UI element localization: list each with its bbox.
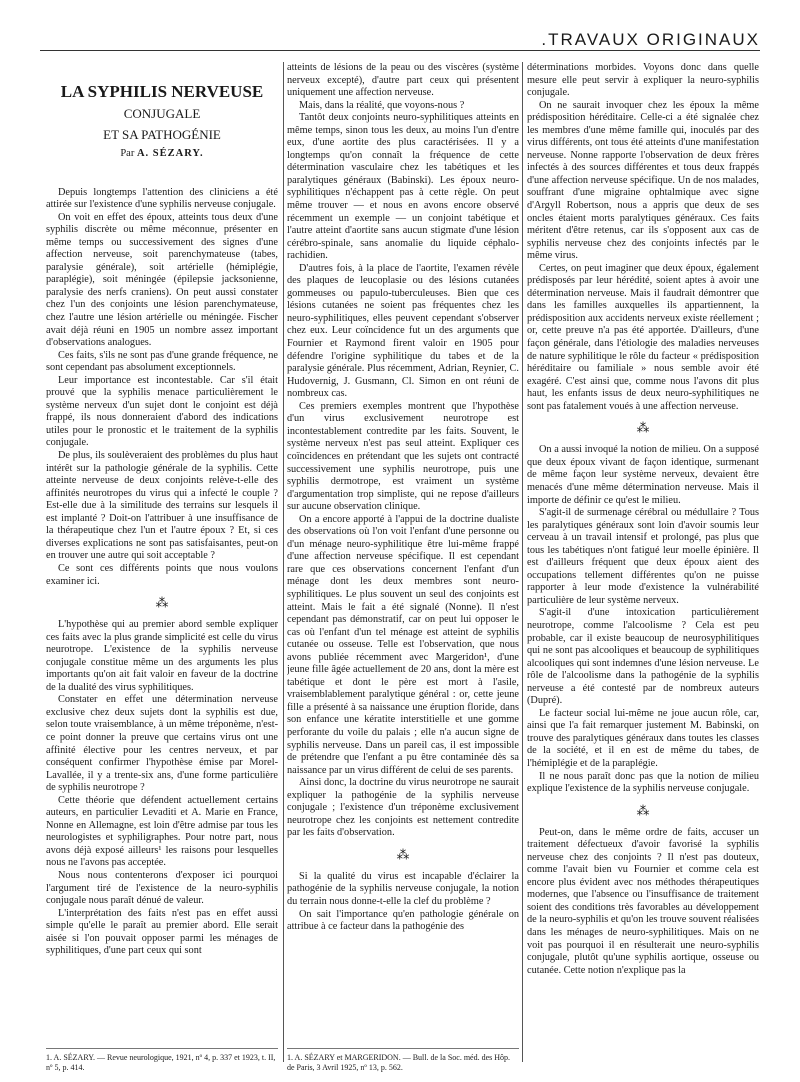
article-subtitle-2: ET SA PATHOGÉNIE	[103, 127, 221, 142]
article-author	[46, 148, 278, 161]
paragraph: Ces premiers exemples montrent que l'hypothèse d'un virus exclusivement neurotrope est incontestablement contredite par les faits. Souvent, le système nerveux n'est pas seul atteint. Expliquer ces coïncidences en prétendant que les sujets ont contracté successivement une syphilis neurotrope, puis une syphilis dermotrope, est vraiment un système d'argumentation trop simpliste, qui ne repose d'ailleurs sur aucune observation clinique.	[287, 400, 519, 513]
paragraph: déterminations morbides. Voyons donc dans quelle mesure elle peut servir à expliquer la neuro-syphilis conjugale.	[527, 62, 759, 99]
section-separator: ⁂	[636, 420, 650, 436]
paragraph: Certes, on peut imaginer que deux époux, également prédisposés par leur hérédité, soient aptes à avoir une détermination nerveuse. Mais il faudrait démontrer que dans les familles auxquelles ils appartiennent, la prédisposition aux accidents nerveux existe réellement ; or, cette preuve n'a pas été apportée. D'ailleurs, d'une façon générale, dans l'étiologie des maladies nerveuses de nature syphilitique le rôle du facteur « prédisposition héréditaire ou familiale » nous semble avoir été exagéré. C'est ainsi que, comme nous l'avons dit plus haut, les enfants issus de deux neuro-syphilitiques ne sont pas fatalement voués à une affection nerveuse.	[527, 262, 759, 412]
paragraph: S'agit-il d'une intoxication particulièrement neurotrope, comme l'alcoolisme ? Cela est peu probable, car il existe beaucoup de neurosyphilitiques qui ne sont pas alcooliques et beaucoup de syphilitiques alcooliques qui sont indemnes d'une lésion nerveuse. Le rôle de l'alcoolisme dans la pathogénie de la syphilis nerveuse a été contesté par de nombreux auteurs (Dupré).	[527, 607, 759, 707]
article-subtitle: CONJUGALE	[123, 106, 201, 121]
paragraph: Cette théorie que défendent actuellement certains auteurs, en particulier Levaditi et A. Marie en France, Nonne en Allemagne, est loin d'être admise par tous les neurologistes et syphiligraphes. Pour notre part, nous avons déjà exposé ailleurs¹ les raisons pour lesquelles nous ne l'avons pas acceptée.	[46, 794, 278, 869]
paragraph: On sait l'importance qu'en pathologie générale on attribue à ce facteur dans la pathogénie des	[287, 908, 519, 933]
column-divider	[283, 62, 284, 1062]
paragraph: Nous nous contenterons d'exposer ici pourquoi l'argument tiré de l'existence de la neuro-syphilis conjugale nous paraît dénué de valeur.	[46, 869, 278, 907]
paragraph: Il ne nous paraît donc pas que la notion de milieu explique l'existence de la syphilis nerveuse conjugale.	[527, 770, 759, 795]
paragraph: Leur importance est incontestable. Car s'il était prouvé que la syphilis menace particulièrement le système nerveux d'un sujet dont le conjoint est déjà frappé, ils nous donneraient d'abord des indications utiles pour le pronostic et le traitement de la syphilis conjugale.	[46, 374, 278, 449]
paragraph: On voit en effet des époux, atteints tous deux d'une syphilis discrète ou même méconnue, présenter en même temps ou successivement des signes d'une affection nerveuse, soit parenchymateuse (tabes, paralysie générale), soit artérielle (hémiplégie, paraplégie), soit méningée (épilepsie jacksonienne, paralysie des nerfs craniens). On peut aussi constater chez l'un des conjoints une lésion parenchymateuse, chez l'autre une lésion artérielle ou méningée. Fischer avait déjà réuni en 1905 un nombre assez important d'observations analogues.	[46, 211, 278, 349]
paragraph: L'hypothèse qui au premier abord semble expliquer ces faits avec la plus grande simplicité est celle du virus neurotrope. L'existence de la syphilis nerveuse conjugale constitue même un des arguments les plus importants qu'on ait fait valoir en faveur de la doctrine de la dualité des virus syphilitiques.	[46, 619, 278, 693]
paragraph: On a encore apporté à l'appui de la doctrine dualiste des observations où l'on voit l'enfant d'une personne ou d'un ménage neuro-syphilitique être lui-même frappé d'une affection nerveuse spécifique. Il est cependant rare que ces observations concernent l'enfant d'un ménage dont les deux membres sont neuro-syphilitiques. Le plus souvent un seul des conjoints est atteint. Mais le fait a été signalé (Nonne). Il n'est cependant pas démonstratif, car on peut lui opposer le cas où l'enfant d'un tel ménage est atteint de syphilis cutanée ou osseuse. Telle est l'observation, que nous avons publiée récemment avec Margeridon¹, d'une jeune fille âgée actuellement de 20 ans, dont la mère est tabétique et dont le père est mort à l'asile, vraisemblablement paralytique général : or, cette jeune fille a présenté à sa naissance une éruption floride, dans son enfance une kératite interstitielle et une gomme perforante du voile du palais ; elle n'a aucun signe de syphilis nerveuse. Dans un pareil cas, il est impossible de prétendre que l'enfant a pu être contaminée dès sa naissance par un virus différent de celui de ses parents.	[287, 513, 519, 776]
author-name: A. SÉZARY.	[136, 148, 204, 159]
paragraph: L'interprétation des faits n'est pas en effet aussi simple qu'elle le paraît au premier abord. Elle serait aisée si l'on pouvait opposer parmi les ménages de syphilitiques, d'une part ceux qui sont	[46, 907, 278, 957]
column-3	[527, 62, 759, 1017]
column-divider	[522, 62, 523, 1062]
paragraph: Ces faits, s'ils ne sont pas d'une grande fréquence, ne sont cependant pas absolument exceptionnels.	[46, 349, 278, 374]
paragraph: S'agit-il de surmenage cérébral ou médullaire ? Tous les paralytiques généraux sont loin d'avoir soumis leur cerveau à un travail intensif et prolongé, pas plus que tous les tabétiques n'ont fatigué leur moelle épinière. Il est d'ailleurs fréquent que deux époux aient des occupations tellement différentes qu'on ne puisse rapporter à leur mode d'existence la vulnérabilité particulière de leur système nerveux.	[527, 507, 759, 606]
column-1	[46, 62, 278, 1017]
column-2	[287, 62, 519, 1017]
paragraph: Depuis longtemps l'attention des cliniciens a été attirée sur l'existence d'une syphilis nerveuse conjugale.	[46, 186, 278, 211]
section-title: .TRAVAUX ORIGINAUX	[535, 30, 760, 50]
footnote: 1. A. SÉZARY et MARGERIDON. — Bull. de la Soc. méd. des Hôp. de Paris, 3 Avril 1925, nº 13, p. 562.	[287, 1048, 519, 1073]
author-prefix: Par	[120, 148, 135, 159]
paragraph: De plus, ils soulèveraient des problèmes du plus haut intérêt sur la pathologie générale de la syphilis. Cette atteinte nerveuse de deux conjoints relève-t-elle des affinités neurotropes du virus qui a infecté le couple ? Est-elle due à la similitude des terrains sur lesquels il est implanté ? Doit-on l'attribuer à une insuffisance de la thérapeutique chez l'un et l'autre époux ? Et, si ces diverses explications ne sont pas satisfaisantes, peut-on en trouver une autre qui soit acceptable ?	[46, 450, 278, 562]
paragraph: Le facteur social lui-même ne joue aucun rôle, car, ainsi que l'a fait remarquer justement M. Babinski, on trouve des paralytiques généraux dans toutes les classes de la société, et il en est de même du tabes, de l'hémiplégie et de la paraplégie.	[527, 707, 759, 769]
paragraph: Ce sont ces différents points que nous voulons examiner ici.	[46, 562, 278, 587]
section-separator: ⁂	[155, 595, 169, 611]
section-separator: ⁂	[636, 802, 650, 818]
paragraph: Tantôt deux conjoints neuro-syphilitiques atteints en même temps, sinon tous les deux, au moins l'un d'entre eux, d'une aortite des plus caractérisées. Il y a longtemps qu'on connaît la fréquence de cette détermination vasculaire chez les tabétiques et les paralytiques généraux (Babinski). Les époux neuro-syphilitiques n'échappent pas à cette règle. On peut même trouver — et nous en avons encore observé récemment un exemple — un conjoint tabétique et l'autre atteint d'aortite sans aucun stigmate d'une lésion cérébro-spinale, sans anomalie du liquide céphalo-rachidien.	[287, 112, 519, 262]
paragraph: atteints de lésions de la peau ou des viscères (système nerveux excepté), d'autre part ceux qui présentent uniquement une affection nerveuse.	[287, 62, 519, 99]
footnote: 1. A. SÉZARY. — Revue neurologique, 1921, nº 4, p. 337 et 1923, t. II, nº 5, p. 414.	[46, 1048, 278, 1073]
paragraph: On a aussi invoqué la notion de milieu. On a supposé que deux époux vivant de façon identique, surmenant de même façon leur système nerveux, devaient être menacés d'une même détermination nerveuse. Mais il importe de définir ce qu'est le milieu.	[527, 444, 759, 506]
paragraph: On ne saurait invoquer chez les époux la même prédisposition héréditaire. Celle-ci a été signalée chez les membres d'une même famille qui, inoculés par des virus différents, ont tous été atteints d'une manifestation nerveuse. Nonne rapporte l'observation de deux frères infectés à des sources différentes et tous deux frappés d'une affection nerveuse spécifique. Un de nos malades, souffrant d'une migraine ophtalmique avec signe d'Argyll Robertson, nous a appris que deux de ses oncles étaient morts paralytiques généraux. Ces faits méritent d'être retenus, car ils s'opposent aux cas de syphilis nerveuse chez des conjoints infectés par le même virus.	[527, 99, 759, 262]
paragraph: Peut-on, dans le même ordre de faits, accuser un traitement défectueux d'avoir favorisé la syphilis nerveuse chez des conjoints ? Il n'est pas douteux, comme l'avait bien vu Fournier et comme cela est encore plus évident avec nos méthodes thérapeutiques modernes, que l'absence ou l'insuffisance de traitement soient des conditions très favorables au développement de la neuro-syphilis et qu'on les trouve souvent réalisées dans les ménages de neuro-syphilitiques. Mais on ne voit pas pourquoi il en résulterait une neuro-syphilis conjugale, plutôt qu'une syphilis aortique, osseuse ou cutanée. Cette notion n'explique pas la	[527, 826, 759, 976]
paragraph: Ainsi donc, la doctrine du virus neurotrope ne saurait expliquer la pathogénie de la syphilis nerveuse conjugale ; l'existence d'un tréponème exclusivement neurotrope chez les conjoints est nettement contredite par les faits d'observation.	[287, 777, 519, 839]
paragraph: Si la qualité du virus est incapable d'éclairer la pathogénie de la syphilis nerveuse conjugale, la notion du terrain nous donne-t-elle la clef du problème ?	[287, 870, 519, 907]
section-separator: ⁂	[396, 846, 410, 862]
paragraph: D'autres fois, à la place de l'aortite, l'examen révèle des plaques de leucoplasie ou des lésions cutanées gommeuses ou papulo-tuberculeuses. Bien que ces lésions cutanées ne soient pas fréquentes chez les neuro-syphilitiques, elles peuvent cependant s'observer chez eux. Leur coïncidence fut un des arguments que Fournier et Raymond firent valoir en 1905 pour défendre l'origine syphilitique du tabes et de la paralysie générale. Plus récemment, Adrian, Reynier, C. Hudovernig, J. Gusmann, Cl. Simon en ont réuni de nombreux cas.	[287, 262, 519, 400]
header-rule	[40, 50, 760, 51]
paragraph: Constater en effet une détermination nerveuse exclusive chez deux sujets dont la syphilis est due, selon toute vraisemblance, à un même tréponème, n'est-ce point donner la preuve que certains virus ont une affinité élective pour les centres nerveux, et par conséquent confirmer l'hypothèse émise par Morel-Lavallée, il y a trente-six ans, d'une forme particulière de syphilis neurotrope ?	[46, 694, 278, 794]
article-title: LA SYPHILIS NERVEUSE	[60, 82, 264, 101]
paragraph: Mais, dans la réalité, que voyons-nous ?	[299, 99, 465, 111]
